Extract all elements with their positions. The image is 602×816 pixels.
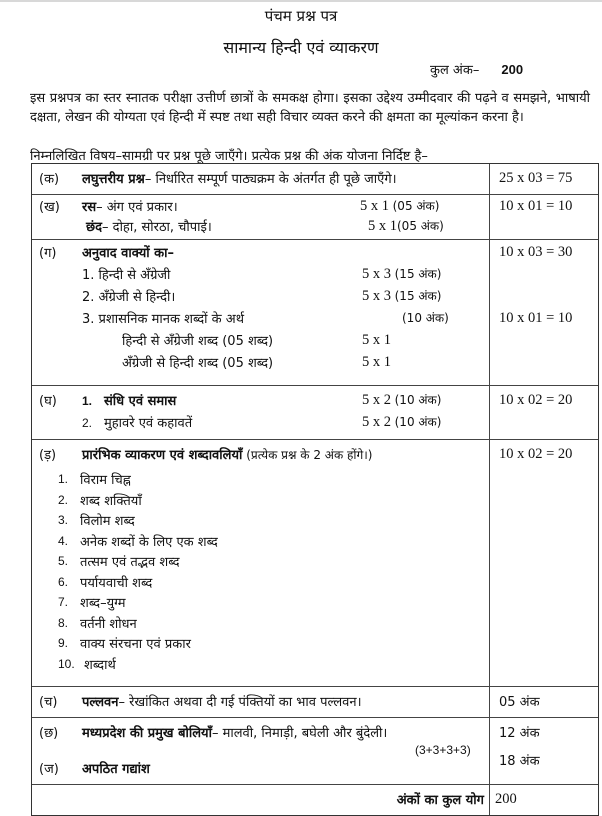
table-row-gha	[32, 385, 598, 439]
list-item: 9. वाक्य संरचना एवं प्रकार	[58, 636, 191, 653]
row-label: (ड़)	[39, 448, 57, 463]
paper-title: पंचम प्रश्न पत्र	[264, 7, 338, 25]
row-marks: 10 x 02 = 20	[499, 391, 573, 408]
table-row-cha	[32, 686, 598, 717]
item-title: छंद	[86, 220, 103, 235]
intro-paragraph	[30, 90, 590, 127]
list-item: 4. अनेक शब्दों के लिए एक शब्द	[58, 533, 218, 550]
list-item: 6. पर्यायवाची शब्द	[58, 574, 153, 591]
row-marks: 25 x 03 = 75	[499, 169, 573, 186]
intro-text: इस प्रश्नपत्र का स्तर स्नातक परीक्षा उत्तीर्ण छात्रों के समकक्ष होगा। इसका उद्देश्य उम्मीदवार की पढ़ने व समझने, भाषायी दक्षता, लेखन की योग्यता एवं हिन्दी में स्पष्ट तथा सही विचार व्यक्त करने की क्षमता का मूल्यांकन करना है।	[30, 91, 590, 125]
list-item: 7. शब्द–युग्म	[58, 595, 126, 612]
list-item: 5. तत्सम एवं तद्भव शब्द	[58, 554, 180, 571]
subject-title: सामान्य हिन्दी एवं व्याकरण	[223, 38, 379, 57]
row-desc: – मालवी, निमाड़ी, बघेली और बुंदेली।	[211, 726, 388, 741]
top-border	[0, 0, 602, 2]
list-item: 2. अँग्रेजी से हिन्दी। 5 x 3 (15 अंक)	[82, 288, 442, 305]
list-item: 1. हिन्दी से अँग्रेजी 5 x 3 (15 अंक)	[82, 266, 442, 283]
row-title: लघुत्तरीय प्रश्न	[82, 172, 145, 187]
item-desc: – अंग एवं प्रकार।	[96, 200, 178, 215]
row-marks: 10 x 01 = 10	[499, 197, 573, 214]
grammar-topics-list	[32, 465, 489, 674]
row-marks: 12 अंक 18 अंक	[499, 726, 540, 769]
total-marks-value: 200	[501, 62, 524, 77]
row-title: अपठित गद्यांश	[82, 762, 150, 777]
marks-breakdown: (3+3+3+3)	[415, 743, 471, 757]
row-label: (ज)	[39, 762, 59, 777]
row-chha	[32, 721, 489, 743]
table-row-ga	[32, 239, 598, 385]
row-title: अनुवाद वाक्यों का–	[82, 246, 175, 261]
list-item: 2. मुहावरे एवं कहावतें 5 x 2 (10 अंक)	[82, 414, 442, 431]
row-label: (घ)	[39, 394, 57, 409]
item-mark: 5 x 1(05 अंक)	[368, 218, 444, 234]
table-row-chha-ja	[32, 717, 598, 784]
item-title: रस	[82, 200, 97, 215]
item-mark: 5 x 1 (05 अंक)	[360, 198, 440, 214]
row-label: (क)	[39, 172, 60, 187]
marks-scheme-table	[31, 163, 599, 816]
row-label: (छ)	[39, 726, 59, 741]
item-desc: – दोहा, सोरठा, चौपाई।	[102, 220, 212, 235]
row-label: (ग)	[39, 246, 57, 261]
row-desc: – निर्धारित सम्पूर्ण पाठ्यक्रम के अंतर्गत ही पूछे जाएँगे।	[144, 172, 397, 187]
row-title: पल्लवन	[82, 695, 119, 710]
total-value: 200	[495, 790, 517, 807]
total-marks-label: कुल अंक–	[430, 63, 480, 78]
table-row-kha	[32, 194, 598, 239]
total-marks	[430, 60, 523, 78]
row-title: मध्यप्रदेश की प्रमुख बोलियाँ	[82, 726, 212, 741]
list-item: 8. वर्तनी शोधन	[58, 615, 137, 632]
row-marks: 10 x 02 = 20	[499, 445, 573, 462]
list-item: 2. शब्द शक्तियाँ	[58, 492, 142, 509]
row-marks: 05 अंक	[499, 695, 540, 710]
list-item: अँग्रेजी से हिन्दी शब्द (05 शब्द) 5 x 1	[122, 353, 391, 371]
row-note: (प्रत्येक प्रश्न के 2 अंक होंगे।)	[242, 448, 373, 462]
list-item: 3. प्रशासनिक मानक शब्दों के अर्थ (10 अंक)	[82, 311, 449, 327]
row-label: (च)	[39, 695, 58, 710]
list-item: (घ) 1. संधि एवं समास 5 x 2 (10 अंक)	[32, 389, 489, 411]
table-row-nga	[32, 439, 598, 686]
list-item: 1. विराम चिह्न	[58, 472, 131, 489]
list-item: 3. विलोम शब्द	[58, 513, 135, 530]
table-row-ka	[32, 164, 598, 194]
row-title: प्रारंभिक व्याकरण एवं शब्दावलियाँ	[82, 448, 243, 463]
table-row-total	[32, 784, 598, 815]
total-label: अंकों का कुल योग	[396, 793, 484, 808]
list-item: 10. शब्दार्थ	[58, 656, 116, 673]
row-ja	[32, 757, 489, 779]
row-marks: 10 x 03 = 30 10 x 01 = 10	[499, 243, 573, 326]
row-desc: – रेखांकित अथवा दी गई पंक्तियों का भाव पल्लवन।	[118, 695, 362, 710]
scheme-note: निम्नलिखित विषय–सामग्री पर प्रश्न पूछे जाएँगे। प्रत्येक प्रश्न की अंक योजना निर्दिष्ट है–	[30, 149, 428, 164]
row-label: (ख)	[39, 200, 60, 215]
list-item: हिन्दी से अँग्रेजी शब्द (05 शब्द) 5 x 1	[122, 331, 391, 349]
